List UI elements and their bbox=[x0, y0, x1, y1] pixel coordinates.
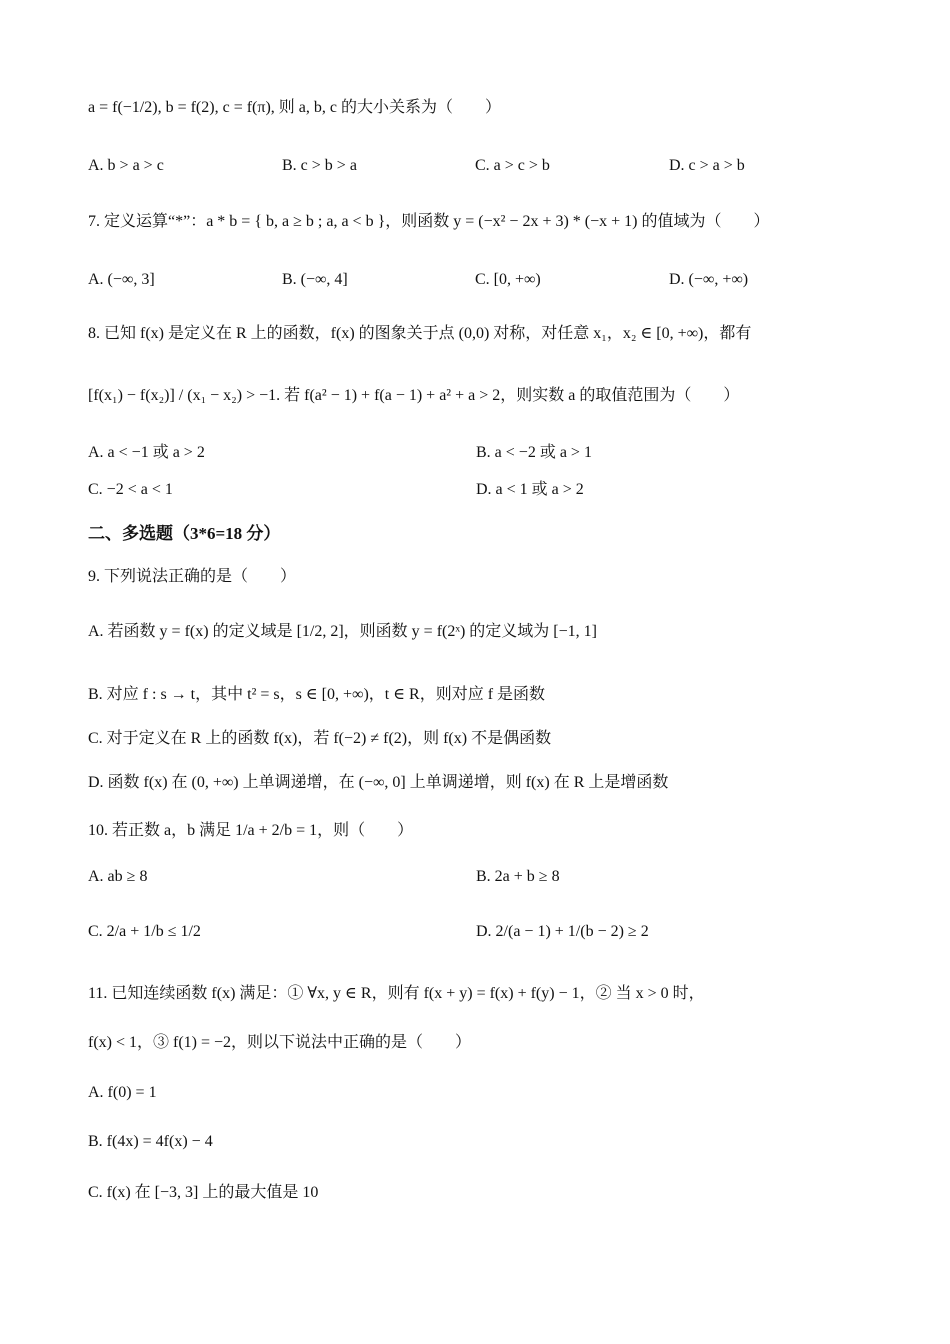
text-line: A. a < −1 或 a > 2 bbox=[88, 444, 205, 461]
text-line: f(x) < 1，③ f(1) = −2，则以下说法中正确的是（ ） bbox=[88, 1034, 472, 1051]
text-line: C. a > c > b bbox=[475, 157, 550, 174]
text-line: D. 2/(a − 1) + 1/(b − 2) ≥ 2 bbox=[476, 923, 649, 940]
text-line: 7. 定义运算“*”：a * b = { b, a ≥ b ; a, a < b }，则函数 y = (−x² − 2x + 3) * (−x + 1) 的值域为（ ） bbox=[88, 213, 770, 230]
text-line: B. 对应 f : s → t，其中 t² = s，s ∈ [0, +∞)，t ∈ R，则对应 f 是函数 bbox=[88, 686, 546, 703]
text-line: C. 2/a + 1/b ≤ 1/2 bbox=[88, 923, 201, 940]
text-line: 11. 已知连续函数 f(x) 满足：① ∀x, y ∈ R，则有 f(x + y) = f(x) + f(y) − 1，② 当 x > 0 时， bbox=[88, 985, 705, 1002]
section-heading: 二、多选题（3*6=18 分） bbox=[88, 524, 281, 543]
text-line: B. (−∞, 4] bbox=[282, 271, 348, 288]
text-line: B. a < −2 或 a > 1 bbox=[476, 444, 592, 461]
text-line: C. [0, +∞) bbox=[475, 271, 541, 288]
text-line: B. 2a + b ≥ 8 bbox=[476, 868, 560, 885]
text-line: C. −2 < a < 1 bbox=[88, 481, 173, 498]
text-line: B. f(4x) = 4f(x) − 4 bbox=[88, 1133, 213, 1150]
text-line: D. c > a > b bbox=[669, 157, 745, 174]
text-line: D. a < 1 或 a > 2 bbox=[476, 481, 584, 498]
text-line: 10. 若正数 a，b 满足 1/a + 2/b = 1，则（ ） bbox=[88, 822, 414, 839]
text-line: D. 函数 f(x) 在 (0, +∞) 上单调递增，在 (−∞, 0] 上单调递增，则 f(x) 在 R 上是增函数 bbox=[88, 774, 669, 791]
text-line: A. ab ≥ 8 bbox=[88, 868, 148, 885]
text-line: [f(x₁) − f(x₂)] / (x₁ − x₂) > −1. 若 f(a² − 1) + f(a − 1) + a² + a > 2，则实数 a 的取值范围为（ ） bbox=[88, 387, 740, 404]
text-line: A. 若函数 y = f(x) 的定义域是 [1/2, 2]，则函数 y = f(2ˣ) 的定义域为 [−1, 1] bbox=[88, 623, 597, 640]
text-line: 9. 下列说法正确的是（ ） bbox=[88, 568, 297, 585]
text-line: C. 对于定义在 R 上的函数 f(x)，若 f(−2) ≠ f(2)，则 f(x) 不是偶函数 bbox=[88, 730, 552, 747]
text-line: C. f(x) 在 [−3, 3] 上的最大值是 10 bbox=[88, 1184, 319, 1201]
text-line: A. b > a > c bbox=[88, 157, 164, 174]
text-line: A. (−∞, 3] bbox=[88, 271, 155, 288]
text-line: D. (−∞, +∞) bbox=[669, 271, 749, 288]
text-line: A. f(0) = 1 bbox=[88, 1084, 157, 1101]
text-line: a = f(−1/2), b = f(2), c = f(π), 则 a, b, c 的大小关系为（ ） bbox=[88, 99, 501, 116]
text-line: 8. 已知 f(x) 是定义在 R 上的函数，f(x) 的图象关于点 (0,0) 对称，对任意 x₁，x₂ ∈ [0, +∞)，都有 bbox=[88, 325, 752, 342]
text-line: B. c > b > a bbox=[282, 157, 357, 174]
